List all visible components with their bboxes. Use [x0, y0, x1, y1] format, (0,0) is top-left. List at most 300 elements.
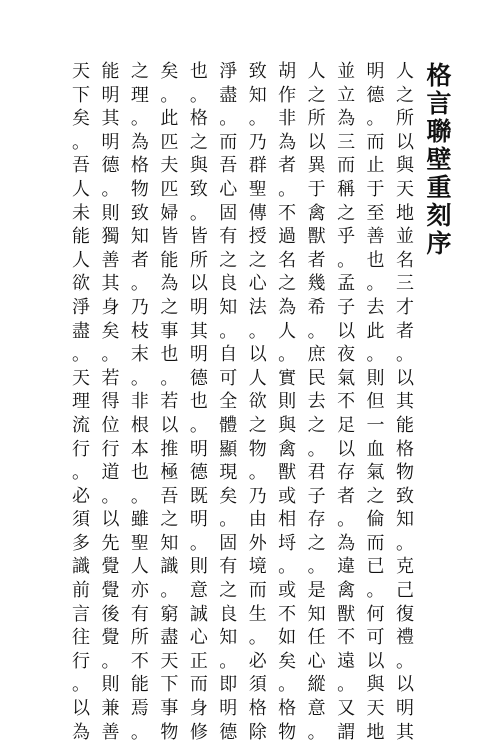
text-char: 致: [395, 485, 414, 507]
text-char: 其: [395, 721, 414, 743]
text-char: 所: [189, 249, 208, 271]
text-char: 致: [130, 202, 149, 224]
text-char: 胡: [278, 61, 297, 82]
text-char: 天: [72, 367, 90, 389]
text-char: 乃: [130, 296, 149, 318]
text-char: 。: [130, 721, 149, 743]
title-char: 言: [426, 89, 452, 118]
text-char: 而: [366, 131, 385, 153]
text-char: 之: [160, 509, 179, 531]
text-column: [217, 60, 239, 743]
text-char: 。: [307, 721, 326, 743]
text-char: 格: [278, 698, 297, 720]
text-char: 此: [160, 108, 179, 130]
text-char: 倫: [366, 509, 385, 531]
text-char: 有: [219, 226, 238, 248]
title-char: 重: [426, 173, 452, 202]
text-char: 一: [366, 414, 385, 436]
text-char: 自: [219, 344, 238, 366]
text-char: 血: [366, 438, 385, 460]
text-char: 之: [160, 296, 179, 318]
text-char: 善: [101, 721, 120, 743]
text-char: 去: [307, 391, 326, 413]
text-char: 存: [307, 509, 326, 531]
text-char: 正: [189, 650, 208, 672]
text-char: 盡: [160, 627, 179, 649]
text-char: 。: [219, 509, 238, 531]
text-char: 也: [189, 61, 208, 82]
text-char: 為: [278, 296, 297, 318]
text-char: 。: [307, 320, 326, 342]
text-char: 之: [337, 202, 356, 224]
text-char: 夫: [160, 155, 179, 177]
text-char: 。: [130, 485, 149, 507]
text-char: 即: [219, 674, 238, 696]
text-char: 。: [219, 650, 238, 672]
text-char: 盡: [72, 320, 90, 342]
text-char: 極: [160, 462, 179, 484]
text-char: 意: [189, 580, 208, 602]
text-body: [70, 60, 416, 743]
text-char: 心: [189, 627, 208, 649]
text-char: 以: [160, 414, 179, 436]
text-char: 。: [248, 627, 267, 649]
text-column: [158, 60, 180, 743]
document-title: [424, 62, 454, 258]
text-char: 之: [248, 414, 267, 436]
text-char: 。: [248, 108, 267, 130]
text-char: 禽: [337, 580, 356, 602]
text-char: 吾: [160, 485, 179, 507]
text-char: 未: [72, 202, 90, 224]
text-char: 識: [72, 556, 90, 578]
text-char: 往: [72, 627, 90, 649]
text-char: 德: [101, 155, 120, 177]
text-char: 以: [101, 509, 120, 531]
text-char: 末: [130, 344, 149, 366]
text-char: 地: [395, 202, 414, 224]
text-char: 作: [278, 84, 297, 106]
text-char: 與: [395, 155, 414, 177]
text-char: 其: [395, 391, 414, 413]
text-char: 物: [278, 721, 297, 743]
text-char: 過: [278, 226, 297, 248]
text-char: 焉: [130, 698, 149, 720]
text-char: 物: [395, 462, 414, 484]
text-char: 矣: [160, 61, 179, 82]
text-char: 明: [395, 698, 414, 720]
text-char: 傳: [248, 202, 267, 224]
text-char: 而: [189, 674, 208, 696]
text-char: 後: [101, 603, 120, 625]
text-char: 人: [72, 178, 90, 200]
text-char: 獸: [307, 226, 326, 248]
text-char: 德: [189, 462, 208, 484]
text-char: 物: [130, 178, 149, 200]
text-char: 行: [72, 438, 90, 460]
text-char: 明: [189, 296, 208, 318]
text-char: 德: [189, 367, 208, 389]
text-char: 幾: [307, 273, 326, 295]
text-char: 也: [160, 344, 179, 366]
text-char: 能: [395, 414, 414, 436]
text-char: 本: [130, 438, 149, 460]
text-char: 以: [395, 367, 414, 389]
text-char: 知: [130, 226, 149, 248]
text-char: 者: [337, 485, 356, 507]
text-char: 。: [366, 273, 385, 295]
text-char: 則: [366, 367, 385, 389]
text-char: 言: [72, 603, 90, 625]
text-char: 欲: [72, 273, 90, 295]
text-char: 現: [219, 462, 238, 484]
text-char: 孟: [337, 273, 356, 295]
text-char: 固: [219, 202, 238, 224]
text-char: 。: [307, 556, 326, 578]
text-char: 授: [248, 226, 267, 248]
text-char: 者: [307, 249, 326, 271]
text-char: 乃: [248, 485, 267, 507]
text-char: 明: [189, 509, 208, 531]
text-char: 兼: [101, 698, 120, 720]
text-char: 。: [337, 674, 356, 696]
text-char: 。: [278, 344, 297, 366]
text-char: 之: [366, 485, 385, 507]
text-column: [276, 60, 298, 743]
text-char: 德: [366, 84, 385, 106]
text-char: 復: [395, 603, 414, 625]
text-char: 窮: [160, 603, 179, 625]
text-char: 聖: [248, 178, 267, 200]
text-char: 行: [101, 438, 120, 460]
text-char: 下: [72, 84, 90, 106]
text-char: 矣: [72, 108, 90, 130]
text-char: 與: [366, 674, 385, 696]
text-column: [247, 60, 269, 743]
text-char: 覺: [101, 556, 120, 578]
text-char: 。: [248, 320, 267, 342]
text-char: 盡: [219, 84, 238, 106]
text-char: 名: [395, 249, 414, 271]
text-char: 如: [278, 627, 297, 649]
text-char: 禮: [395, 627, 414, 649]
text-char: 所: [395, 108, 414, 130]
text-char: 天: [160, 650, 179, 672]
text-char: 以: [337, 320, 356, 342]
text-char: 。: [395, 344, 414, 366]
text-char: 去: [366, 296, 385, 318]
text-char: 生: [248, 603, 267, 625]
text-char: 禽: [307, 202, 326, 224]
text-char: 為: [278, 131, 297, 153]
text-char: 是: [307, 580, 326, 602]
text-char: 。: [248, 462, 267, 484]
text-char: 能: [130, 674, 149, 696]
text-char: 為: [337, 108, 356, 130]
text-char: 致: [189, 178, 208, 200]
text-char: 于: [366, 178, 385, 200]
text-char: 全: [219, 391, 238, 413]
text-char: 為: [72, 721, 90, 743]
text-char: 須: [248, 674, 267, 696]
text-char: 良: [219, 273, 238, 295]
text-char: 理: [72, 391, 90, 413]
text-char: 之: [219, 249, 238, 271]
text-char: 格: [189, 108, 208, 130]
text-char: 固: [219, 532, 238, 554]
text-char: 則: [189, 556, 208, 578]
text-char: 以: [72, 698, 90, 720]
text-char: 其: [189, 320, 208, 342]
text-char: 多: [72, 532, 90, 554]
text-char: 君: [307, 462, 326, 484]
text-char: 。: [160, 367, 179, 389]
text-char: 知: [219, 627, 238, 649]
text-char: 。: [366, 580, 385, 602]
text-char: 不: [130, 650, 149, 672]
text-char: 外: [248, 532, 267, 554]
text-char: 明: [219, 698, 238, 720]
text-char: 克: [395, 556, 414, 578]
text-char: 乃: [248, 131, 267, 153]
title-char: 聯: [426, 117, 452, 146]
text-column: [335, 60, 357, 743]
text-char: 為: [160, 273, 179, 295]
text-char: 己: [395, 580, 414, 602]
text-char: 所: [130, 627, 149, 649]
text-char: 止: [366, 155, 385, 177]
text-char: 者: [395, 320, 414, 342]
text-char: 氣: [366, 462, 385, 484]
text-char: 相: [278, 509, 297, 531]
text-char: 。: [278, 178, 297, 200]
text-char: 。: [101, 485, 120, 507]
text-char: 人: [248, 367, 267, 389]
text-char: 希: [307, 296, 326, 318]
text-char: 道: [101, 462, 120, 484]
text-char: 但: [366, 391, 385, 413]
text-char: 行: [72, 650, 90, 672]
text-char: 之: [189, 131, 208, 153]
text-char: 並: [337, 61, 356, 82]
text-char: 皆: [189, 226, 208, 248]
text-char: 。: [219, 108, 238, 130]
text-column: [306, 60, 328, 743]
text-char: 人: [278, 320, 297, 342]
text-char: 以: [395, 674, 414, 696]
text-char: 非: [130, 391, 149, 413]
text-char: 立: [337, 84, 356, 106]
text-column: [394, 60, 416, 743]
text-char: 遠: [337, 650, 356, 672]
text-char: 。: [72, 462, 90, 484]
title-char: 壁: [426, 145, 452, 174]
text-char: 意: [307, 698, 326, 720]
text-char: 。: [366, 344, 385, 366]
text-char: 人: [395, 61, 414, 82]
text-char: 。: [278, 674, 297, 696]
text-char: 德: [219, 721, 238, 743]
text-char: 。: [189, 532, 208, 554]
text-char: 。: [189, 202, 208, 224]
text-char: 身: [101, 296, 120, 318]
text-column: [99, 60, 121, 743]
text-char: 明: [189, 438, 208, 460]
text-char: 乎: [337, 226, 356, 248]
text-char: 善: [101, 249, 120, 271]
text-column: [129, 60, 151, 743]
text-char: 不: [278, 202, 297, 224]
text-char: 人: [130, 556, 149, 578]
text-char: 何: [366, 603, 385, 625]
text-char: 亦: [130, 580, 149, 602]
text-char: 匹: [160, 131, 179, 153]
text-char: 矣: [219, 485, 238, 507]
text-char: 于: [307, 178, 326, 200]
text-char: 獨: [101, 226, 120, 248]
text-char: 異: [307, 155, 326, 177]
text-char: 民: [307, 367, 326, 389]
text-char: 匹: [160, 178, 179, 200]
text-char: 得: [101, 391, 120, 413]
text-char: 識: [160, 556, 179, 578]
text-char: 明: [101, 84, 120, 106]
text-char: 已: [366, 556, 385, 578]
text-char: 身: [189, 698, 208, 720]
text-char: 知: [307, 603, 326, 625]
text-char: 物: [248, 438, 267, 460]
text-char: 為: [337, 532, 356, 554]
text-char: 吾: [72, 155, 90, 177]
text-char: 以: [366, 650, 385, 672]
text-char: 體: [219, 414, 238, 436]
text-char: 。: [278, 556, 297, 578]
text-char: 誠: [189, 603, 208, 625]
text-char: 庶: [307, 344, 326, 366]
text-char: 。: [189, 414, 208, 436]
text-char: 。: [101, 344, 120, 366]
text-char: 。: [395, 650, 414, 672]
text-char: 物: [160, 721, 179, 743]
text-char: 有: [130, 603, 149, 625]
text-char: 。: [130, 108, 149, 130]
text-char: 則: [101, 674, 120, 696]
text-char: 枝: [130, 320, 149, 342]
text-char: 而: [248, 580, 267, 602]
text-char: 根: [130, 414, 149, 436]
text-char: 群: [248, 155, 267, 177]
text-char: 者: [130, 249, 149, 271]
text-char: 縱: [307, 674, 326, 696]
text-char: 理: [130, 84, 149, 106]
text-char: 。: [72, 344, 90, 366]
text-char: 之: [307, 84, 326, 106]
text-char: 也: [189, 391, 208, 413]
text-char: 先: [101, 532, 120, 554]
text-char: 知: [395, 509, 414, 531]
text-char: 。: [101, 178, 120, 200]
text-char: 能: [101, 61, 120, 82]
text-char: 其: [101, 108, 120, 130]
text-char: 之: [307, 532, 326, 554]
text-char: 才: [395, 296, 414, 318]
text-char: 此: [366, 320, 385, 342]
text-char: 心: [307, 650, 326, 672]
text-char: 而: [337, 155, 356, 177]
text-char: 顯: [219, 438, 238, 460]
text-char: 淨: [219, 61, 238, 82]
text-char: 與: [278, 414, 297, 436]
text-char: 至: [366, 202, 385, 224]
text-char: 矣: [101, 320, 120, 342]
text-char: 。: [307, 438, 326, 460]
text-char: 之: [307, 414, 326, 436]
text-char: 。: [72, 674, 90, 696]
text-column: [70, 60, 92, 743]
text-char: 。: [366, 108, 385, 130]
text-char: 事: [160, 320, 179, 342]
text-char: 天: [72, 61, 90, 82]
text-char: 不: [278, 603, 297, 625]
text-char: 。: [189, 84, 208, 106]
text-char: 違: [337, 556, 356, 578]
text-char: 須: [72, 509, 90, 531]
text-char: 可: [219, 367, 238, 389]
text-char: 可: [366, 627, 385, 649]
text-char: 為: [130, 131, 149, 153]
text-char: 則: [101, 202, 120, 224]
text-char: 。: [337, 249, 356, 271]
text-char: 必: [248, 650, 267, 672]
text-char: 三: [395, 273, 414, 295]
text-char: 前: [72, 580, 90, 602]
text-column: [188, 60, 210, 743]
text-char: 。: [130, 367, 149, 389]
text-char: 之: [219, 580, 238, 602]
text-char: 以: [307, 131, 326, 153]
text-char: 以: [337, 438, 356, 460]
text-char: 獸: [278, 462, 297, 484]
text-char: 之: [395, 84, 414, 106]
text-char: 。: [395, 532, 414, 554]
text-char: 謂: [337, 721, 356, 743]
text-char: 必: [72, 485, 90, 507]
text-char: 法: [248, 296, 267, 318]
text-char: 不: [337, 627, 356, 649]
title-char: 刻: [426, 201, 452, 230]
text-char: 修: [189, 721, 208, 743]
text-char: 淨: [72, 296, 90, 318]
text-char: 天: [395, 178, 414, 200]
text-char: 之: [248, 249, 267, 271]
text-char: 稱: [337, 178, 356, 200]
text-char: 流: [72, 414, 90, 436]
text-char: 境: [248, 556, 267, 578]
text-char: 任: [307, 627, 326, 649]
text-char: 並: [395, 226, 414, 248]
text-char: 之: [278, 273, 297, 295]
text-char: 聖: [130, 532, 149, 554]
text-char: 埒: [278, 532, 297, 554]
text-char: 。: [337, 509, 356, 531]
text-char: 欲: [248, 391, 267, 413]
text-char: 名: [278, 249, 297, 271]
text-char: 良: [219, 603, 238, 625]
text-char: 位: [101, 414, 120, 436]
text-char: 。: [160, 580, 179, 602]
text-char: 不: [337, 391, 356, 413]
text-char: 知: [219, 296, 238, 318]
